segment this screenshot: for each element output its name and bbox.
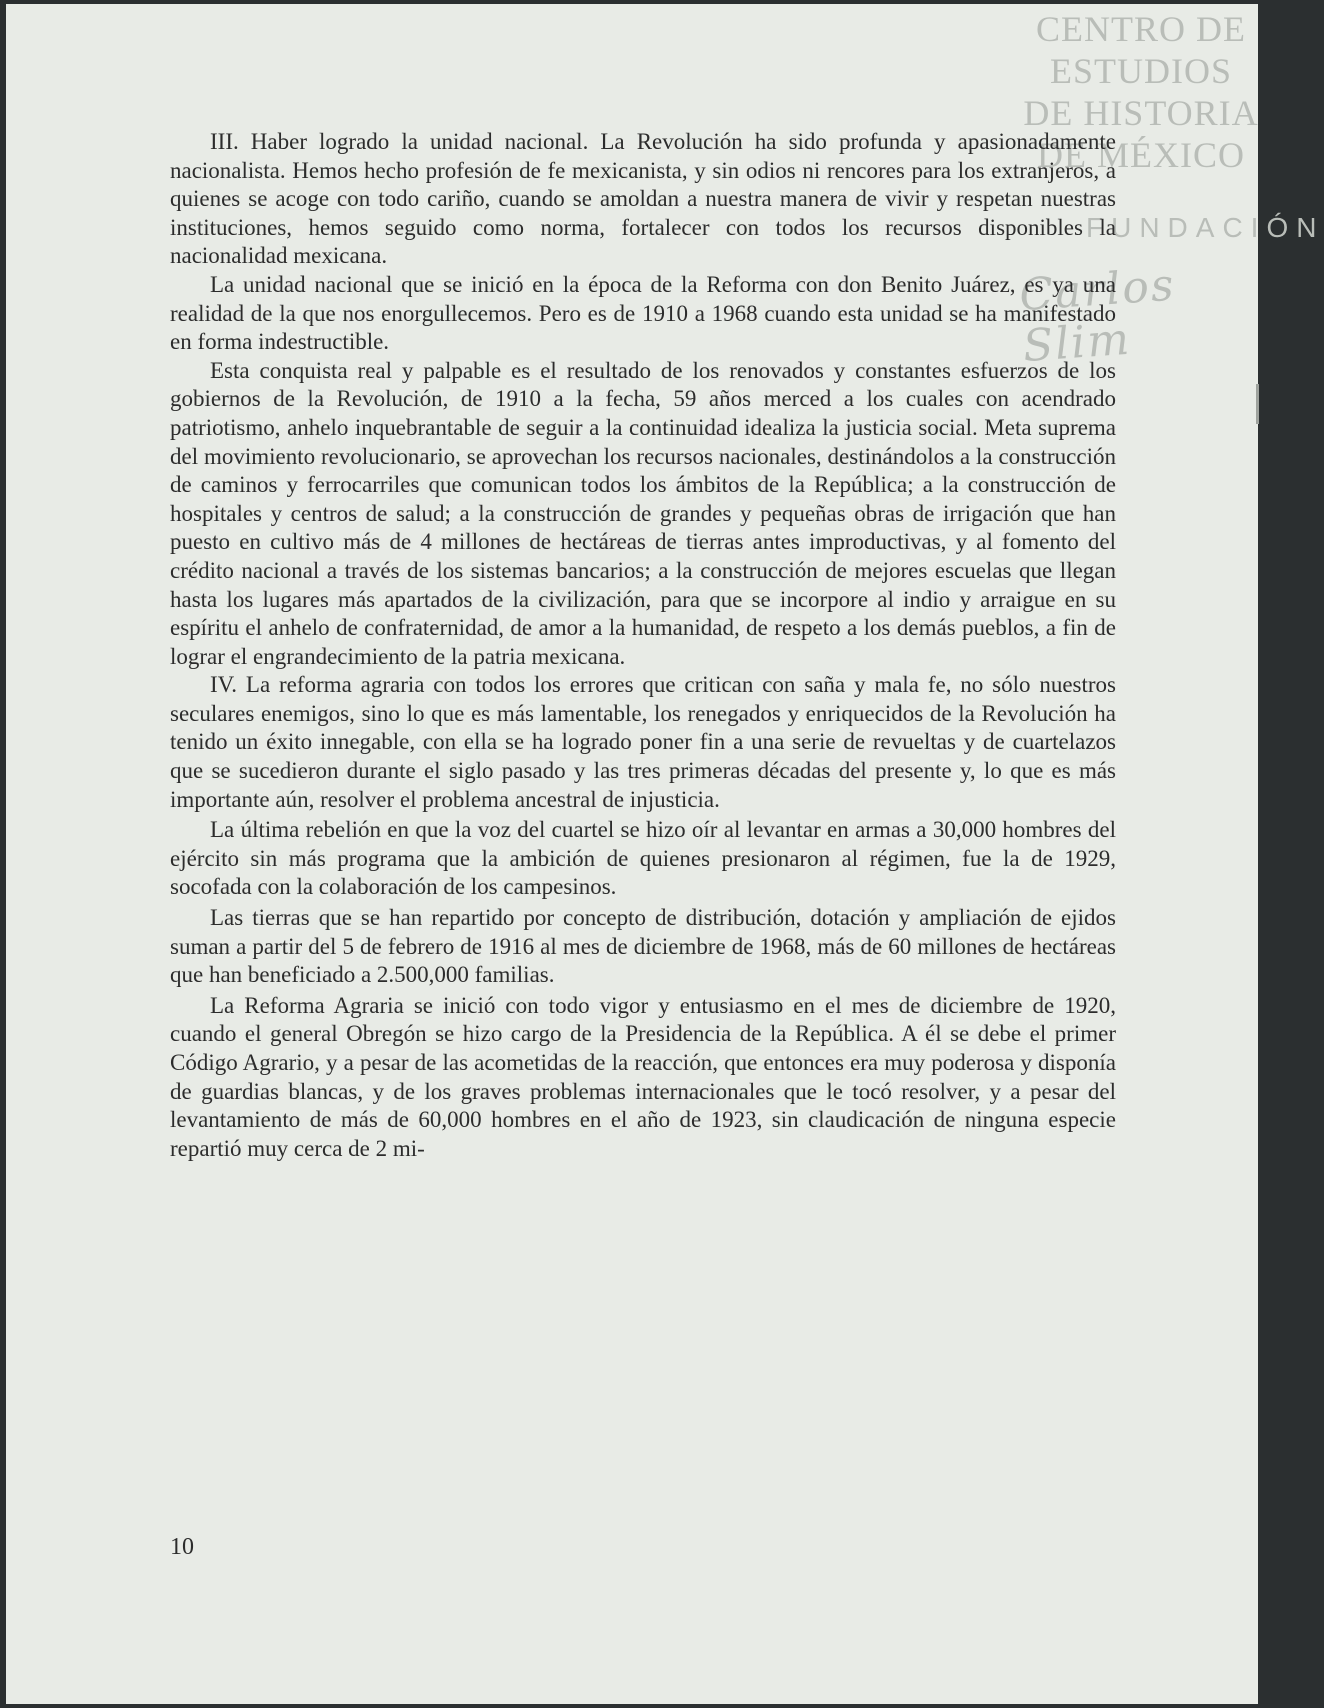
paragraph: Esta conquista real y palpable es el resultado de los renovados y constantes esfuerzos de los gobiernos de la Revolución, de 1910 a la fecha, 59 años merced a los cuales con acendrado patriotismo, anhelo inquebrantable de seguir a la continuidad idealiza la justicia social. Meta suprema del movimiento revolucionario, se aprovechan los recursos nacionales, destinándolos a la construcción de caminos y ferrocarriles que comunican todos los ámbitos de la República; a la construcción de hospitales y centros de salud; a la construcción de grandes y pequeñas obras de irrigación que han puesto en cultivo más de 4 millones de hectáreas de tierras antes improductivas, y al fomento del crédito nacional a través de los sistemas bancarios; a la construcción de mejores escuelas que llegan hasta los lugares más apartados de la civilización, para que se incorpore al indio y arraigue en su espíritu el anhelo de confraternidad, de amor a la humanidad, de respeto a los demás pueblos, a fin de lograr el engrandecimiento de la patria mexicana. [170,357,1116,669]
page-number: 10 [170,1534,194,1560]
paragraph: Las tierras que se han repartido por concepto de distribución, dotación y ampliación de ejidos suman a partir del 5 de febrero de 1916 al mes de diciembre de 1968, más de 60 millones de hectáreas que han beneficiado a 2.500,000 familias. [170,905,1116,988]
paragraph: La Reforma Agraria se inició con todo vigor y entusiasmo en el mes de diciembre de 1920, cuando el general Obregón se hizo cargo de la Presidencia de la República. A él se debe el primer Código Agrario, y a pesar de las acometidas de la reacción, que entonces era muy poderosa y disponía de guardias blancas, y de los graves problemas internacionales que le tocó resolver, y a pesar del levantamiento de más de 60,000 hombres en el año de 1923, sin claudicación de ninguna especie repartió muy cerca de 2 mi- [170,992,1116,1161]
paragraph: IV. La reforma agraria con todos los errores que critican con saña y mala fe, no sólo nuestros seculares enemigos, sino lo que es más lamentable, los renegados y enriquecidos de la Revolución ha tenido un éxito innegable, con ella se ha logrado poner fin a una serie de revueltas y de cuartelazos que se sucedieron durante el siglo pasado y las tres primeras décadas del presente y, lo que es más importante aún, resolver el problema ancestral de injusticia. [170,672,1116,812]
watermark-line: CENTRO DE [1036,9,1246,49]
paragraph: III. Haber logrado la unidad nacional. La Revolución ha sido profunda y apasionadamente nacionalista. Hemos hecho profesión de fe mexicanista, y sin odios ni rencores para los extranjeros, a quienes se acoge con todo cariño, cuando se amoldan a nuestra manera de vivir y respetan nuestras instituciones, hemos seguido como norma, fortalecer con todos los recursos disponibles la nacionalidad mexicana. [170,129,1116,269]
document-page [6,4,1324,1704]
watermark-line: ESTUDIOS [1049,51,1232,91]
watermark-foundation: FUNDACIÓN [1086,212,1324,243]
paragraph: La última rebelión en que la voz del cuartel se hizo oír al levantar en armas a 30,000 hombres del ejército sin más programa que la ambición de quienes presionaron al régimen, fue la de 1929, socofada con la colaboración de los campesinos. [170,817,1116,900]
binding-edge-mark [1256,384,1259,424]
watermark-line: DE HISTORIA [1023,93,1259,133]
paragraph: La unidad nacional que se inició en la época de la Reforma con don Benito Juárez, es ya una realidad de la que nos enorgullecemos. Pero es de 1910 a 1968 cuando esta unidad se ha manifestado en forma indestructible. [170,271,1116,355]
watermark-line: DE MÉXICO [1037,135,1245,175]
body-text [170,128,1116,1163]
watermark-signature: Carlos Slim [1017,259,1177,373]
